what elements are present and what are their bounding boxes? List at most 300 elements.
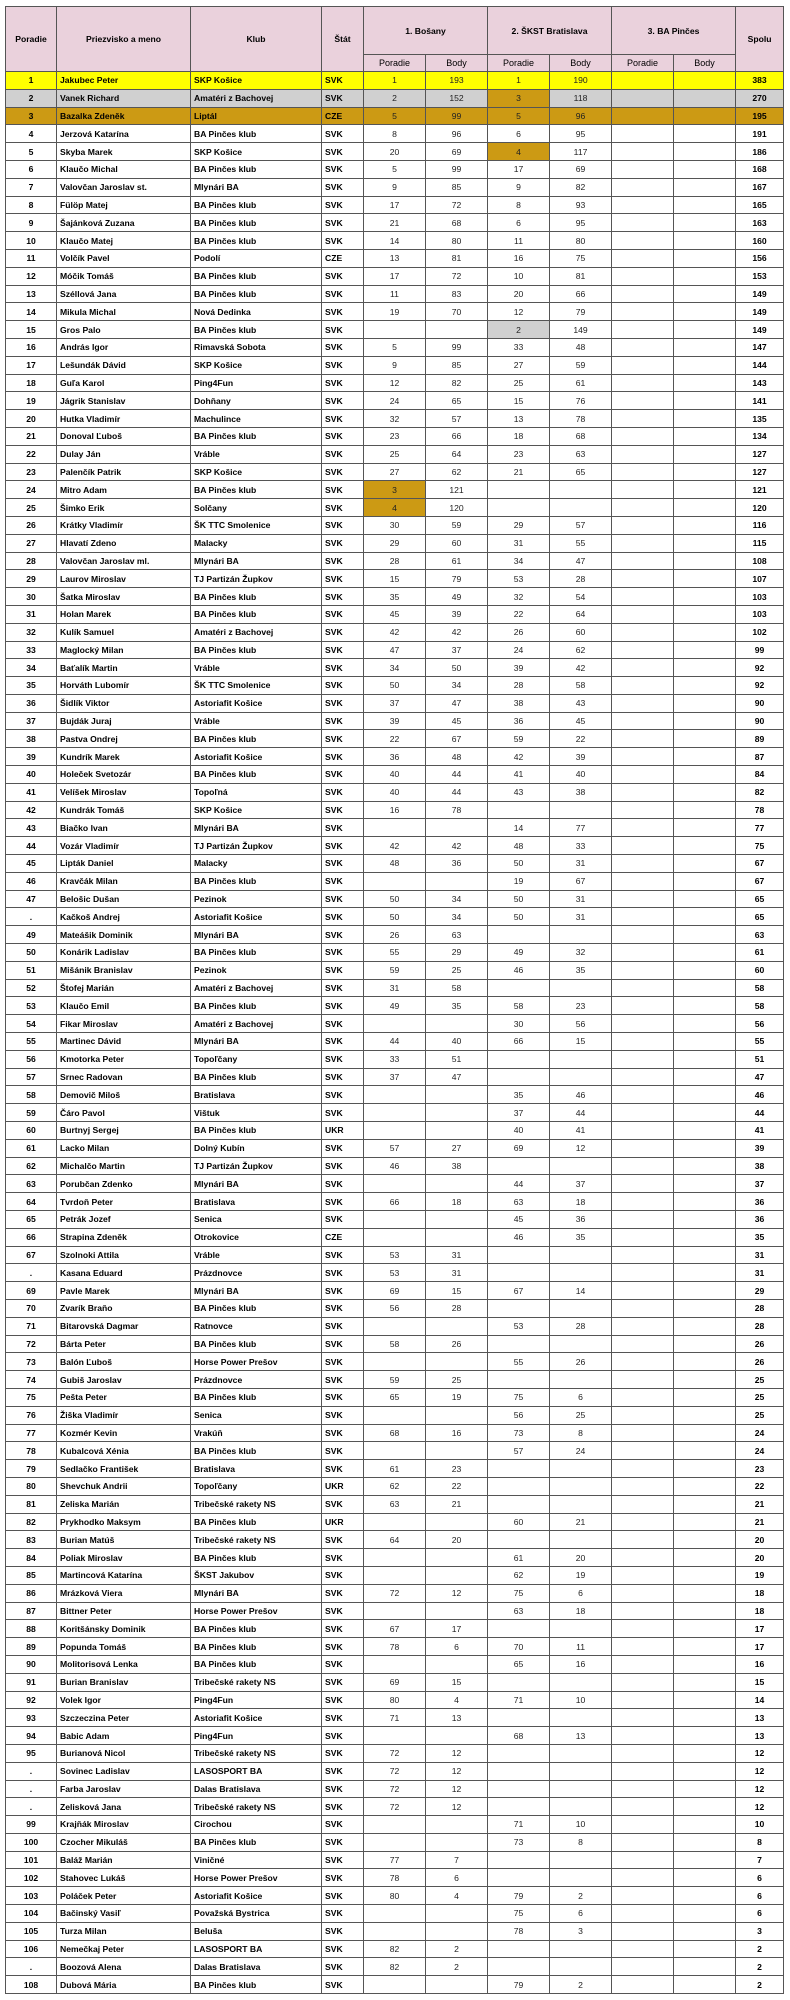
cell-t3-rank [612,694,674,712]
cell-t1-rank: 50 [364,890,426,908]
cell-t2-rank: 68 [488,1727,550,1745]
cell-t2-rank: 19 [488,872,550,890]
cell-club: Tribečské rakety NS [191,1673,322,1691]
cell-state: SVK [322,1406,364,1424]
cell-t2-points: 40 [550,766,612,784]
table-row [6,321,784,339]
cell-rank: 65 [6,1211,57,1229]
cell-t3-points [674,1958,736,1976]
cell-t2-points [550,926,612,944]
cell-t2-rank: 1 [488,72,550,90]
cell-name: Hutka Vladimír [57,410,191,428]
cell-name: Mikula Michal [57,303,191,321]
cell-state: SVK [322,1442,364,1460]
cell-total: 37 [736,1175,784,1193]
cell-t1-points: 39 [426,605,488,623]
cell-t2-points [550,1958,612,1976]
cell-club: BA Pinčes klub [191,1549,322,1567]
cell-t3-points [674,1673,736,1691]
cell-state: SVK [322,659,364,677]
cell-t2-points: 12 [550,1139,612,1157]
cell-state: SVK [322,1193,364,1211]
cell-state: SVK [322,1086,364,1104]
cell-t2-rank: 75 [488,1584,550,1602]
cell-t3-points [674,641,736,659]
cell-total: 108 [736,552,784,570]
cell-rank: 4 [6,125,57,143]
cell-rank: 21 [6,427,57,445]
cell-total: 24 [736,1424,784,1442]
cell-total: 25 [736,1388,784,1406]
cell-t3-points [674,890,736,908]
table-header [6,7,784,72]
cell-t1-rank: 9 [364,356,426,374]
cell-club: Mlynári BA [191,1584,322,1602]
cell-state: SVK [322,890,364,908]
cell-t3-rank [612,1299,674,1317]
cell-t3-points [674,1353,736,1371]
cell-t2-points [550,1744,612,1762]
cell-club: Prázdnovce [191,1264,322,1282]
cell-name: Burianová Nicol [57,1744,191,1762]
cell-t3-points [674,410,736,428]
cell-t1-points: 66 [426,427,488,445]
cell-t2-points: 38 [550,783,612,801]
cell-t2-points: 2 [550,1887,612,1905]
cell-t2-points: 25 [550,1406,612,1424]
header-name: Priezvisko a meno [57,7,191,72]
cell-t2-rank: 75 [488,1388,550,1406]
cell-total: 10 [736,1816,784,1834]
cell-total: 165 [736,196,784,214]
cell-state: SVK [322,1460,364,1478]
cell-rank: 12 [6,267,57,285]
cell-total: 21 [736,1495,784,1513]
cell-rank: 106 [6,1940,57,1958]
table-row [6,1157,784,1175]
cell-t1-rank: 65 [364,1388,426,1406]
cell-t1-rank: 57 [364,1139,426,1157]
cell-t2-rank: 40 [488,1122,550,1140]
cell-rank: . [6,1798,57,1816]
cell-rank: 70 [6,1299,57,1317]
cell-club: BA Pinčes klub [191,214,322,232]
cell-state: SVK [322,1246,364,1264]
cell-t2-points: 15 [550,1033,612,1051]
cell-club: Mlynári BA [191,926,322,944]
cell-t1-rank: 42 [364,837,426,855]
cell-state: SVK [322,303,364,321]
cell-state: SVK [322,534,364,552]
cell-t1-points [426,872,488,890]
cell-rank: 7 [6,178,57,196]
cell-t3-rank [612,1246,674,1264]
cell-state: SVK [322,445,364,463]
cell-club: Amatéri z Bachovej [191,1015,322,1033]
cell-t2-rank [488,1299,550,1317]
table-row [6,1335,784,1353]
cell-t1-points: 29 [426,944,488,962]
cell-t2-points: 6 [550,1388,612,1406]
cell-name: Szolnoki Attila [57,1246,191,1264]
cell-total: 2 [736,1940,784,1958]
cell-t3-points [674,979,736,997]
cell-state: SVK [322,321,364,339]
cell-total: 168 [736,160,784,178]
table-row [6,712,784,730]
table-row [6,267,784,285]
cell-t1-rank: 72 [364,1744,426,1762]
cell-t1-points: 26 [426,1335,488,1353]
cell-rank: 64 [6,1193,57,1211]
table-row [6,819,784,837]
cell-t2-rank [488,926,550,944]
table-row [6,1549,784,1567]
cell-t2-points: 35 [550,1228,612,1246]
cell-club: Ratnovce [191,1317,322,1335]
cell-total: 21 [736,1513,784,1531]
cell-rank: 62 [6,1157,57,1175]
cell-rank: 89 [6,1638,57,1656]
cell-t1-points: 96 [426,125,488,143]
cell-t1-points: 6 [426,1869,488,1887]
table-row [6,837,784,855]
cell-rank: 50 [6,944,57,962]
cell-club: Dohňany [191,392,322,410]
cell-t1-points: 28 [426,1299,488,1317]
cell-t2-points: 26 [550,1353,612,1371]
table-row [6,1833,784,1851]
cell-state: SVK [322,1887,364,1905]
cell-total: 12 [736,1762,784,1780]
cell-t2-rank: 48 [488,837,550,855]
cell-state: SVK [322,481,364,499]
table-row [6,1816,784,1834]
cell-t1-rank: 3 [364,481,426,499]
cell-t2-rank: 46 [488,1228,550,1246]
cell-t2-points [550,1371,612,1389]
cell-t2-points: 31 [550,855,612,873]
cell-t1-points [426,1976,488,1994]
cell-name: Krajňák Miroslav [57,1816,191,1834]
table-row [6,801,784,819]
cell-t2-points [550,1246,612,1264]
header-t1-points: Body [426,55,488,72]
cell-t2-points: 54 [550,588,612,606]
cell-t2-rank [488,1744,550,1762]
cell-club: Liptál [191,107,322,125]
cell-t1-points: 79 [426,570,488,588]
cell-total: 23 [736,1460,784,1478]
cell-t3-points [674,1638,736,1656]
cell-state: SVK [322,1869,364,1887]
cell-total: 82 [736,783,784,801]
cell-name: Koritšánsky Dominik [57,1620,191,1638]
cell-t3-points [674,1371,736,1389]
header-t1-rank: Poradie [364,55,426,72]
table-row [6,178,784,196]
table-row [6,1033,784,1051]
cell-state: SVK [322,285,364,303]
cell-club: BA Pinčes klub [191,1638,322,1656]
cell-state: SVK [322,588,364,606]
cell-t2-points: 16 [550,1655,612,1673]
cell-t1-points: 50 [426,659,488,677]
cell-total: 47 [736,1068,784,1086]
cell-t3-rank [612,1104,674,1122]
cell-t3-points [674,196,736,214]
cell-t2-points: 65 [550,463,612,481]
cell-total: 149 [736,321,784,339]
cell-state: SVK [322,1424,364,1442]
cell-state: SVK [322,1050,364,1068]
cell-name: Palenčík Patrik [57,463,191,481]
cell-t2-points: 2 [550,1976,612,1994]
cell-t1-points: 12 [426,1762,488,1780]
cell-t2-rank: 71 [488,1691,550,1709]
cell-t1-points [426,321,488,339]
cell-state: SVK [322,392,364,410]
cell-t3-points [674,374,736,392]
cell-name: Móčik Tomáš [57,267,191,285]
cell-t1-points: 51 [426,1050,488,1068]
cell-t2-rank: 44 [488,1175,550,1193]
cell-name: Jerzová Katarína [57,125,191,143]
cell-state: SVK [322,1673,364,1691]
cell-t3-points [674,107,736,125]
cell-t2-rank [488,1068,550,1086]
cell-t3-points [674,694,736,712]
cell-t1-points: 68 [426,214,488,232]
cell-name: Széllová Jana [57,285,191,303]
cell-t2-rank [488,1851,550,1869]
cell-state: SVK [322,908,364,926]
cell-t3-points [674,178,736,196]
cell-name: Kundrík Marek [57,748,191,766]
table-row [6,1922,784,1940]
cell-state: SVK [322,1762,364,1780]
cell-t3-rank [612,1851,674,1869]
cell-state: SVK [322,1851,364,1869]
cell-name: Skyba Marek [57,143,191,161]
cell-t3-rank [612,1709,674,1727]
cell-t2-points: 117 [550,143,612,161]
cell-t3-rank [612,1495,674,1513]
cell-club: Horse Power Prešov [191,1869,322,1887]
cell-t2-rank: 79 [488,1976,550,1994]
cell-t3-points [674,961,736,979]
cell-t3-rank [612,588,674,606]
cell-t1-points: 121 [426,481,488,499]
cell-club: BA Pinčes klub [191,481,322,499]
table-row [6,979,784,997]
cell-t2-rank: 11 [488,232,550,250]
cell-t1-rank: 39 [364,712,426,730]
cell-t2-points: 66 [550,285,612,303]
cell-state: SVK [322,944,364,962]
cell-t3-points [674,1940,736,1958]
cell-t1-points: 85 [426,178,488,196]
cell-state: SVK [322,872,364,890]
cell-club: Topoľčany [191,1050,322,1068]
cell-t2-points: 37 [550,1175,612,1193]
cell-t1-points: 45 [426,712,488,730]
cell-name: Mišánik Branislav [57,961,191,979]
cell-t2-rank: 50 [488,890,550,908]
cell-t2-rank: 49 [488,944,550,962]
cell-t1-points: 34 [426,890,488,908]
cell-t2-rank: 32 [488,588,550,606]
cell-state: SVK [322,1388,364,1406]
cell-t3-points [674,1905,736,1923]
cell-t3-points [674,570,736,588]
cell-t2-rank: 53 [488,570,550,588]
cell-t2-rank: 14 [488,819,550,837]
table-row [6,1958,784,1976]
cell-t1-points: 120 [426,499,488,517]
cell-state: CZE [322,1228,364,1246]
cell-state: SVK [322,1531,364,1549]
cell-total: 99 [736,641,784,659]
cell-name: Štofej Marián [57,979,191,997]
cell-t3-rank [612,1193,674,1211]
cell-rank: 38 [6,730,57,748]
cell-name: Bitarovská Dagmar [57,1317,191,1335]
cell-total: 75 [736,837,784,855]
cell-state: SVK [322,1264,364,1282]
cell-name: Volčík Pavel [57,249,191,267]
cell-t2-rank: 78 [488,1922,550,1940]
table-row [6,730,784,748]
cell-t3-points [674,1495,736,1513]
cell-t1-rank [364,1833,426,1851]
cell-club: Malacky [191,855,322,873]
cell-club: Bratislava [191,1193,322,1211]
cell-rank: 34 [6,659,57,677]
cell-rank: 99 [6,1816,57,1834]
cell-t3-rank [612,1638,674,1656]
cell-t1-points: 85 [426,356,488,374]
cell-t3-rank [612,303,674,321]
table-row [6,1655,784,1673]
table-row [6,1620,784,1638]
cell-name: Bujdák Juraj [57,712,191,730]
cell-t2-points: 46 [550,1086,612,1104]
table-row [6,232,784,250]
cell-t2-rank: 53 [488,1317,550,1335]
cell-state: SVK [322,1015,364,1033]
cell-t3-rank [612,516,674,534]
cell-t3-rank [612,374,674,392]
cell-total: 7 [736,1851,784,1869]
cell-t1-rank: 45 [364,605,426,623]
cell-club: Mlynári BA [191,1282,322,1300]
cell-club: BA Pinčes klub [191,1299,322,1317]
cell-total: 13 [736,1709,784,1727]
cell-t3-points [674,1922,736,1940]
cell-t2-rank: 18 [488,427,550,445]
cell-t1-rank: 62 [364,1477,426,1495]
cell-t3-points [674,321,736,339]
cell-t3-rank [612,1513,674,1531]
cell-club: Ping4Fun [191,374,322,392]
cell-t1-rank: 72 [364,1584,426,1602]
header-t3-points: Body [674,55,736,72]
cell-t2-points: 43 [550,694,612,712]
cell-t2-rank [488,979,550,997]
cell-state: SVK [322,979,364,997]
cell-rank: 61 [6,1139,57,1157]
cell-t2-points: 28 [550,1317,612,1335]
cell-t2-rank: 66 [488,1033,550,1051]
cell-t2-points: 22 [550,730,612,748]
cell-total: 36 [736,1211,784,1229]
cell-state: SVK [322,997,364,1015]
cell-t2-points: 57 [550,516,612,534]
cell-club: Dalas Bratislava [191,1958,322,1976]
cell-total: 12 [736,1780,784,1798]
cell-club: LASOSPORT BA [191,1762,322,1780]
cell-name: Nemečkaj Peter [57,1940,191,1958]
table-row [6,214,784,232]
cell-total: 22 [736,1477,784,1495]
cell-t1-points: 2 [426,1940,488,1958]
cell-t3-rank [612,534,674,552]
cell-total: 16 [736,1655,784,1673]
cell-t2-points: 149 [550,321,612,339]
cell-t2-rank: 8 [488,196,550,214]
cell-rank: 104 [6,1905,57,1923]
cell-t3-rank [612,499,674,517]
cell-total: 149 [736,285,784,303]
cell-t2-points [550,499,612,517]
table-row [6,356,784,374]
cell-t1-points: 44 [426,783,488,801]
cell-t3-rank [612,1157,674,1175]
cell-t1-rank [364,1727,426,1745]
cell-name: Michalčo Martin [57,1157,191,1175]
cell-t3-points [674,997,736,1015]
cell-t3-points [674,1816,736,1834]
cell-total: 19 [736,1566,784,1584]
cell-club: BA Pinčes klub [191,1976,322,1994]
cell-total: 116 [736,516,784,534]
cell-club: Otrokovice [191,1228,322,1246]
cell-rank: 22 [6,445,57,463]
cell-club: ŠK TTC Smolenice [191,516,322,534]
cell-t3-points [674,944,736,962]
cell-rank: 74 [6,1371,57,1389]
cell-rank: 18 [6,374,57,392]
cell-name: Biačko Ivan [57,819,191,837]
cell-t3-rank [612,997,674,1015]
cell-t3-rank [612,1175,674,1193]
cell-t2-rank: 71 [488,1816,550,1834]
cell-t2-points: 62 [550,641,612,659]
cell-total: 195 [736,107,784,125]
cell-name: Kubalcová Xénia [57,1442,191,1460]
cell-t1-rank: 37 [364,694,426,712]
cell-total: 2 [736,1958,784,1976]
cell-t2-points [550,801,612,819]
cell-t2-rank: 79 [488,1887,550,1905]
table-row [6,588,784,606]
table-row [6,1477,784,1495]
cell-t3-rank [612,783,674,801]
cell-t2-rank: 22 [488,605,550,623]
cell-t2-rank: 30 [488,1015,550,1033]
cell-t3-rank [612,1744,674,1762]
